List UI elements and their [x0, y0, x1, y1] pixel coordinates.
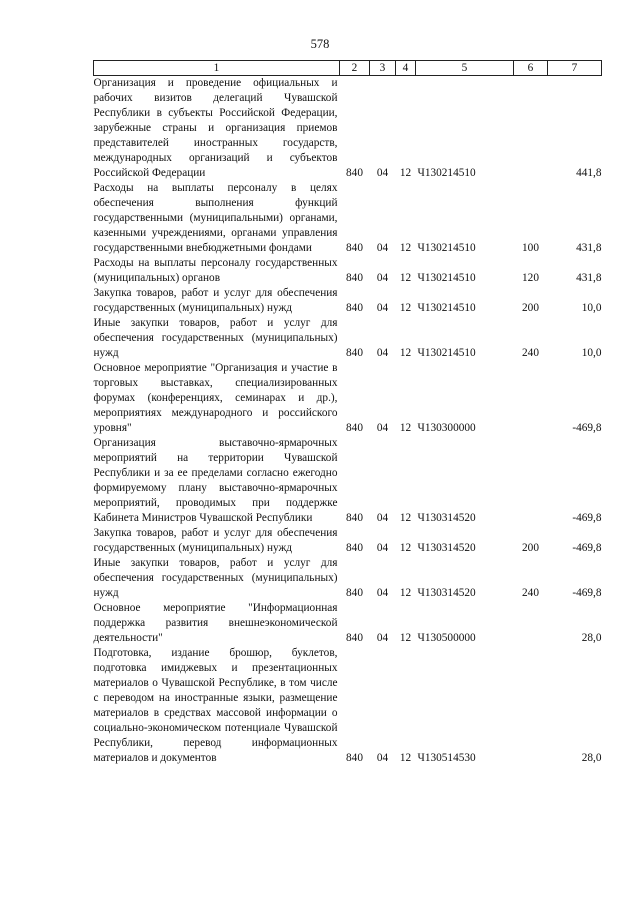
- row-subsection-code: 12: [399, 272, 412, 284]
- row-target-article: Ч130300000: [417, 422, 476, 434]
- row-amount: -469,8: [572, 542, 602, 554]
- row-expense-type: [514, 361, 548, 436]
- row-ministry-code: 840: [346, 422, 363, 434]
- row-target-article: Ч130314520: [417, 512, 476, 524]
- row-ministry-code: 840: [346, 347, 363, 359]
- row-expense-type: 100: [522, 242, 539, 254]
- column-header: 1: [94, 61, 340, 76]
- row-expense-type: 240: [522, 347, 539, 359]
- row-amount: 28,0: [581, 632, 602, 644]
- row-name: Иные закупки товаров, работ и услуг для обеспечения государственных (муниципальных) нужд: [93, 317, 338, 359]
- row-subsection-code: 12: [399, 347, 412, 359]
- row-subsection-code: 12: [399, 632, 412, 644]
- row-ministry-code: 840: [346, 587, 363, 599]
- row-target-article: Ч130214510: [417, 242, 476, 254]
- row-name: Расходы на выплаты персоналу в целях обеспечения выполнения функций государственными (муниципальными) органами, казенными учреждениями, органами управления государственными внебюджетными фондами: [93, 182, 338, 254]
- row-name: Закупка товаров, работ и услуг для обеспечения государственных (муниципальных) нужд: [93, 287, 338, 314]
- row-target-article: Ч130514530: [417, 752, 476, 764]
- row-amount: 431,8: [576, 272, 602, 284]
- row-amount: -469,8: [572, 587, 602, 599]
- row-section-code: 04: [376, 347, 389, 359]
- row-subsection-code: 12: [399, 512, 412, 524]
- row-section-code: 04: [376, 752, 389, 764]
- row-name: Подготовка, издание брошюр, буклетов, подготовка имиджевых и презентационных материалов о Чувашской Республике, в том числе с переводом на иностранные языки, размещение материалов в средствах массовой информации о социально-экономическом потенциале Чувашской Республики, перевод информационных материалов и документов: [93, 647, 338, 764]
- column-header: 7: [548, 61, 602, 76]
- row-section-code: 04: [376, 167, 389, 179]
- row-subsection-code: 12: [399, 167, 412, 179]
- row-target-article: Ч130314520: [417, 542, 476, 554]
- row-ministry-code: 840: [346, 272, 363, 284]
- row-expense-type: 200: [522, 302, 539, 314]
- row-subsection-code: 12: [399, 302, 412, 314]
- row-amount: -469,8: [572, 512, 602, 524]
- column-header: 3: [370, 61, 396, 76]
- row-section-code: 04: [376, 242, 389, 254]
- row-target-article: Ч130500000: [417, 632, 476, 644]
- row-target-article: Ч130214510: [417, 347, 476, 359]
- row-section-code: 04: [376, 587, 389, 599]
- row-ministry-code: 840: [346, 242, 363, 254]
- row-name: Расходы на выплаты персоналу государственных (муниципальных) органов: [93, 257, 338, 284]
- table-row: [94, 76, 602, 182]
- row-amount: 441,8: [576, 167, 602, 179]
- row-amount: 10,0: [581, 302, 602, 314]
- row-expense-type: [514, 601, 548, 646]
- row-amount: -469,8: [572, 422, 602, 434]
- row-section-code: 04: [376, 632, 389, 644]
- row-subsection-code: 12: [399, 242, 412, 254]
- row-expense-type: [514, 646, 548, 766]
- row-section-code: 04: [376, 542, 389, 554]
- table-row: [94, 361, 602, 436]
- row-ministry-code: 840: [346, 542, 363, 554]
- row-expense-type: 240: [522, 587, 539, 599]
- table-row: [94, 316, 602, 361]
- row-target-article: Ч130214510: [417, 167, 476, 179]
- row-section-code: 04: [376, 512, 389, 524]
- row-subsection-code: 12: [399, 587, 412, 599]
- table-header: [94, 61, 602, 76]
- row-target-article: Ч130314520: [417, 587, 476, 599]
- column-header: 6: [514, 61, 548, 76]
- row-subsection-code: 12: [399, 542, 412, 554]
- row-target-article: Ч130214510: [417, 272, 476, 284]
- row-ministry-code: 840: [346, 512, 363, 524]
- row-ministry-code: 840: [346, 302, 363, 314]
- budget-table: [93, 60, 602, 766]
- row-target-article: Ч130214510: [417, 302, 476, 314]
- header-row: [94, 61, 602, 76]
- row-subsection-code: 12: [399, 752, 412, 764]
- row-expense-type: [514, 436, 548, 526]
- table-row: [94, 436, 602, 526]
- row-section-code: 04: [376, 302, 389, 314]
- column-header: 2: [340, 61, 370, 76]
- table-body: [94, 76, 602, 767]
- row-ministry-code: 840: [346, 752, 363, 764]
- column-header: 5: [416, 61, 514, 76]
- row-name: Иные закупки товаров, работ и услуг для обеспечения государственных (муниципальных) нужд: [93, 557, 338, 599]
- table-row: [94, 526, 602, 556]
- row-section-code: 04: [376, 272, 389, 284]
- row-name: Организация выставочно-ярмарочных мероприятий на территории Чувашской Республики и за ее пределами согласно ежегодно формируемому плану выставочно-ярмарочных мероприятий, проводимых при поддержке Кабинета Министров Чувашской Республики: [93, 437, 338, 524]
- row-amount: 10,0: [581, 347, 602, 359]
- table-row: [94, 256, 602, 286]
- page-number: 578: [310, 37, 330, 51]
- column-header: 4: [396, 61, 416, 76]
- row-name: Основное мероприятие "Информационная поддержка развития внешнеэкономической деятельности": [93, 602, 338, 644]
- row-amount: 28,0: [581, 752, 602, 764]
- row-ministry-code: 840: [346, 167, 363, 179]
- row-name: Организация и проведение официальных и рабочих визитов делегаций Чувашской Республики в субъекты Российской Федерации, зарубежные страны и организация приемов представителей иностранных государств, международных организаций и субъектов Российской Федерации: [93, 77, 338, 179]
- row-expense-type: 200: [522, 542, 539, 554]
- row-ministry-code: 840: [346, 632, 363, 644]
- table-row: [94, 556, 602, 601]
- row-expense-type: 120: [522, 272, 539, 284]
- table-row: [94, 601, 602, 646]
- table-row: [94, 286, 602, 316]
- row-expense-type: [514, 76, 548, 182]
- row-subsection-code: 12: [399, 422, 412, 434]
- table-row: [94, 181, 602, 256]
- row-name: Закупка товаров, работ и услуг для обеспечения государственных (муниципальных) нужд: [93, 527, 338, 554]
- row-name: Основное мероприятие "Организация и участие в торговых выставках, специализированных форумах (конференциях, семинарах и др.), мероприятиях международного и российского уровня": [93, 362, 338, 434]
- row-section-code: 04: [376, 422, 389, 434]
- row-amount: 431,8: [576, 242, 602, 254]
- table-row: [94, 646, 602, 766]
